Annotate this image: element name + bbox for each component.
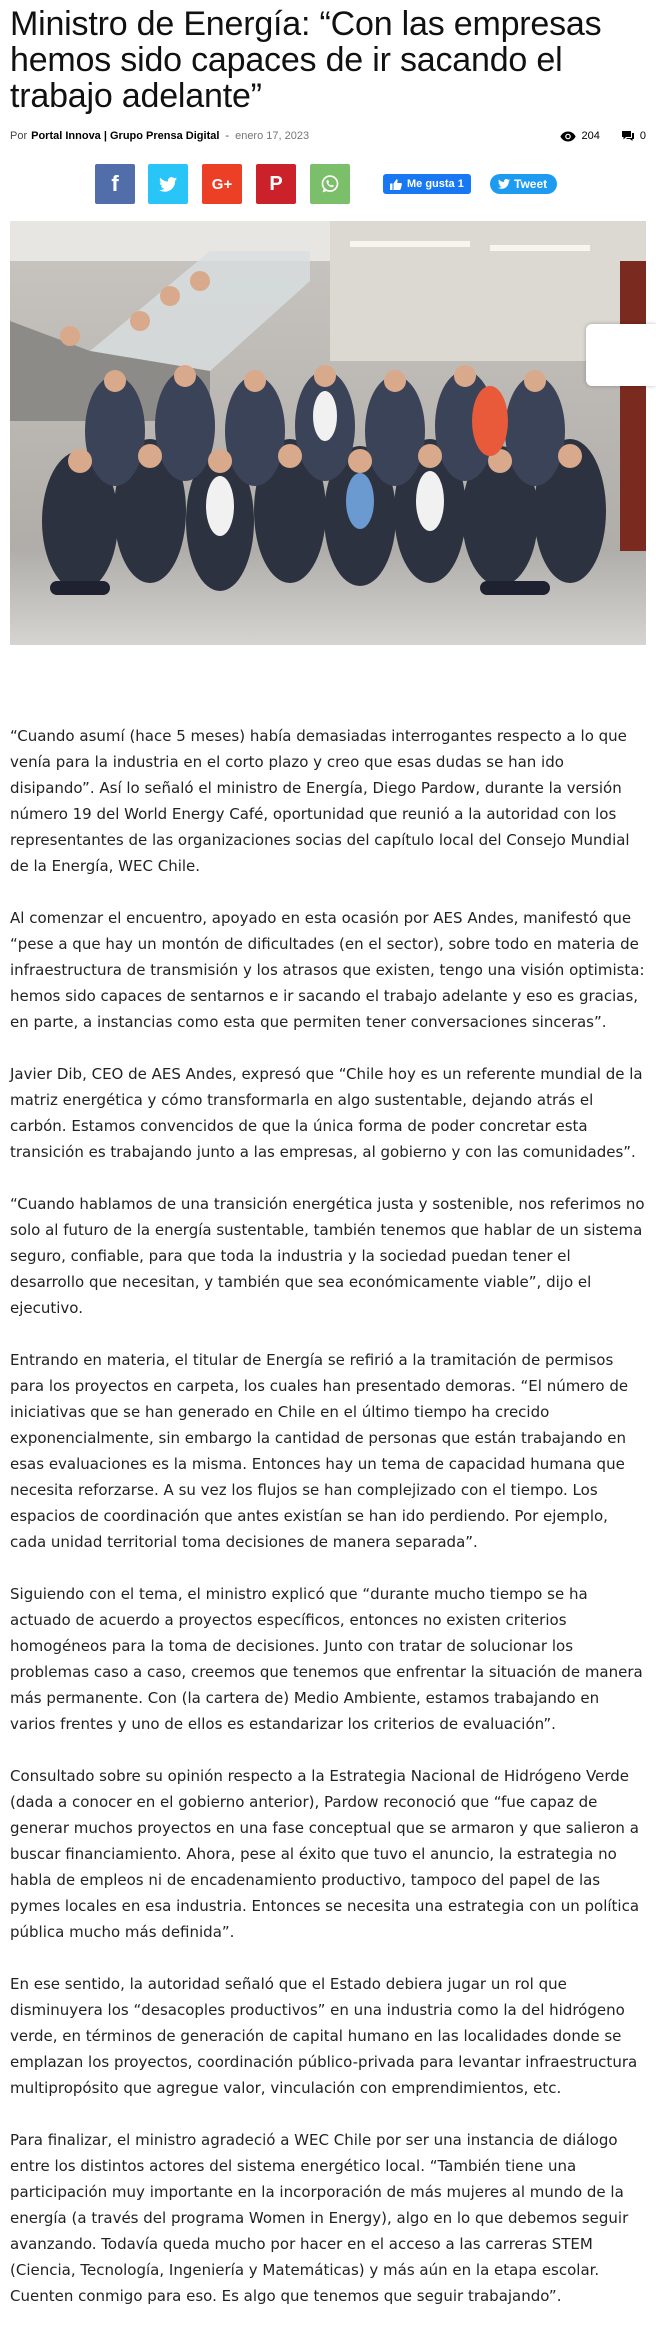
google-plus-icon: G+ (211, 175, 233, 193)
paragraph: “Cuando asumí (hace 5 meses) había demasiadas interrogantes respecto a lo que venía para la industria en el corto plazo y creo que esas dudas se han ido disipando”. Así lo señaló el ministro de Energía, Diego Pardow, durante la versión número 19 del World Energy Café, oportunidad que reunió a la autoridad con los representantes de las organizaciones socias del capítulo local del Consejo Mundial de la Energía, WEC Chile. (10, 727, 630, 875)
meta-separator: - (225, 130, 230, 142)
tweet-button[interactable] (490, 174, 557, 194)
facebook-icon: f (111, 171, 119, 196)
paragraph: Siguiendo con el tema, el ministro explicó que “durante mucho tiempo se ha actuado de acuerdo a proyectos específicos, entonces no existen criterios homogéneos para la toma de decisiones. Junto con tratar de solucionar los problemas caso a caso, creemos que tenemos que enfrentar la situación de manera más permanente. Con (la cartera de) Medio Ambiente, estamos trabajando en varios frentes y uno de ellos es estandarizar los criterios de evaluación”. (10, 1585, 643, 1733)
whatsapp-icon (320, 174, 340, 194)
article-title: Ministro de Energía: “Con las empresas hemos sido capaces de ir sacando el trabajo adelante” (10, 5, 602, 115)
share-whatsapp-button[interactable] (310, 164, 350, 204)
byline-label: Por (10, 130, 28, 142)
paragraph: Javier Dib, CEO de AES Andes, expresó que “Chile hoy es un referente mundial de la matriz energética y cómo transformarla en algo sustentable, dejando atrás el carbón. Estamos convencidos de que la única forma de poder concretar esta transición es trabajando junto a las empresas, al gobierno y con las comunidades”. (10, 1065, 643, 1161)
floating-widget[interactable] (586, 324, 656, 386)
tweet-label: Tweet (514, 177, 548, 191)
paragraph: Entrando en materia, el titular de Energía se refirió a la tramitación de permisos para los proyectos en carpeta, los cuales han presentado demoras. “El número de iniciativas que se han generado en Chile en el último tiempo ha crecido exponencialmente, sin embargo la cantidad de personas que están trabajando en esas evaluaciones es la misma. Entonces hay un tema de capacidad humana que necesita reforzarse. A su vez los flujos se han complejizado con el tiempo. Los espacios de coordinación que antes existían se han ido perdiendo. Por ejemplo, cada unidad territorial toma decisiones de manera separada”. (10, 1351, 629, 1551)
paragraph: Al comenzar el encuentro, apoyado en esta ocasión por AES Andes, manifestó que “pese a que hay un montón de dificultades (en el sector), sobre todo en materia de infraestructura de transmisión y los atrasos que existen, tengo una visión optimista: hemos sido capaces de sentarnos e ir sacando el trabajo adelante y eso es gracias, en parte, a instancias como esta que permiten tener conversaciones sinceras”. (10, 909, 645, 1031)
share-facebook-button[interactable] (95, 164, 135, 204)
paragraph: Para finalizar, el ministro agradeció a WEC Chile por ser una instancia de diálogo entre los distintos actores del sistema energético local. “También tiene una participación muy importante en la incorporación de más mujeres al mundo de la energía (a través del programa Women in Energy), algo en lo que debemos seguir avanzando. Todavía queda mucho por hacer en el acceso a las carreras STEM (Ciencia, Tecnología, Ingeniería y Matemáticas) y más aún en la etapa escolar. Cuenten conmigo para eso. Es algo que tenemos que seguir trabajando”. (10, 2131, 629, 2305)
comment-icon (622, 131, 634, 141)
article-body (10, 723, 646, 2335)
view-count (560, 130, 600, 142)
eye-icon (560, 131, 576, 142)
publish-date: enero 17, 2023 (235, 130, 310, 142)
article-meta (10, 128, 646, 144)
share-twitter-button[interactable] (148, 164, 188, 204)
like-label: Me gusta 1 (407, 178, 464, 190)
paragraph: “Cuando hablamos de una transición energética justa y sostenible, nos referimos no solo al futuro de la energía sustentable, también tenemos que hablar de un sistema seguro, confiable, para que toda la industria y la sociedad puedan tener el desarrollo que necesitan, y también que sea económicamente viable”, dijo el ejecutivo. (10, 1195, 645, 1317)
article-header (0, 6, 656, 204)
view-count-value: 204 (581, 130, 600, 142)
comment-count[interactable] (622, 130, 646, 142)
share-bar (10, 164, 646, 204)
twitter-bird-icon (498, 179, 510, 189)
comment-count-value: 0 (639, 130, 646, 142)
featured-photo (10, 221, 646, 645)
share-googleplus-button[interactable] (202, 164, 242, 204)
facebook-like-button[interactable] (383, 174, 471, 194)
paragraph: En ese sentido, la autoridad señaló que el Estado debiera jugar un rol que disminuyera los “desacoples productivos” en una industria como la del hidrógeno verde, en términos de generación de capital humano en las localidades donde se emplazan los proyectos, coordinación público-privada para levantar infraestructura multipropósito que agregue valor, vinculación con emprendimientos, etc. (10, 1975, 638, 2097)
pinterest-icon: P (269, 172, 283, 195)
share-pinterest-button[interactable] (256, 164, 296, 204)
twitter-icon (159, 177, 177, 192)
author-link[interactable]: Portal Innova | Grupo Prensa Digital (31, 130, 220, 142)
paragraph: Consultado sobre su opinión respecto a la Estrategia Nacional de Hidrógeno Verde (dada a conocer en el gobierno anterior), Pardow reconoció que “fue capaz de generar muchos proyectos en una fase conceptual que se armaron y que salieron a buscar financiamiento. Ahora, pese al éxito que tuvo el anuncio, la estrategia no habla de empleos ni de encadenamiento productivo, tampoco del papel de las pymes locales en esa industria. Entonces se necesita una estrategia con un política pública mucho más definida”. (10, 1767, 640, 1941)
thumbs-up-icon (390, 179, 402, 190)
group-photo-image (10, 221, 646, 645)
